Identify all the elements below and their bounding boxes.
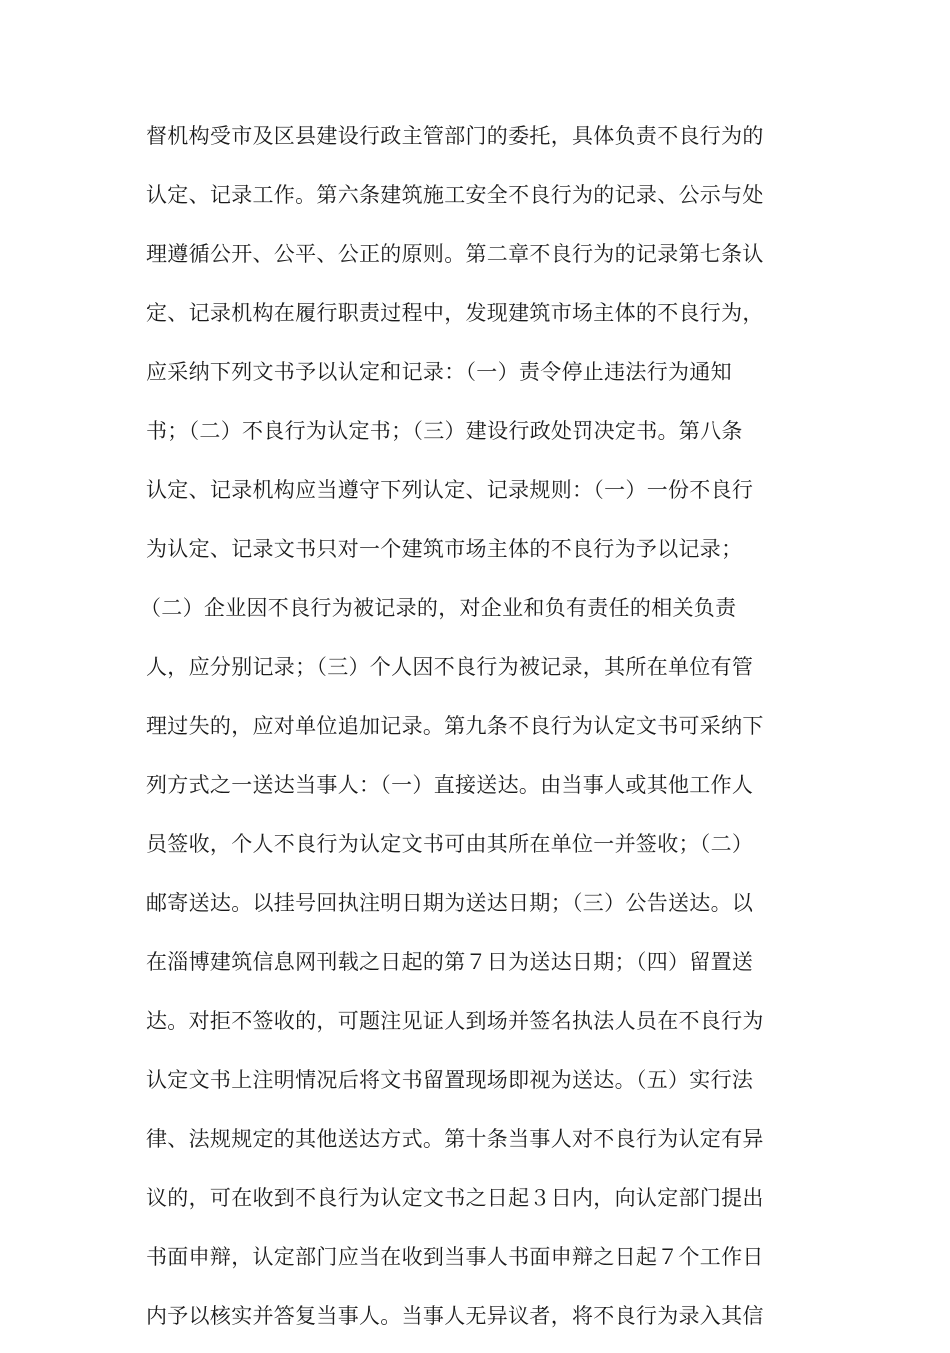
text-line: 员签收，个人不良行为认定文书可由其所在单位一并签收；（二） [146,832,754,856]
text-line: 人，应分别记录；（三）个人因不良行为被记录，其所在单位有管 [146,655,754,679]
text-line: 邮寄送达。以挂号回执注明日期为送达日期；（三）公告送达。以 [146,891,754,915]
text-line: 理过失的，应对单位追加记录。第九条不良行为认定文书可采纳下 [146,714,764,738]
text-line: 认定、记录机构应当遵守下列认定、记录规则：（一）一份不良行 [146,478,754,502]
text-line: 内予以核实并答复当事人。当事人无异议者，将不良行为录入其信 [146,1304,764,1328]
body-text [140,114,806,1353]
text-line: 理遵循公开、公平、公正的原则。第二章不良行为的记录第七条认 [146,242,764,266]
text-line: 认定、记录工作。第六条建筑施工安全不良行为的记录、公示与处 [146,183,764,207]
text-line: 认定文书上注明情况后将文书留置现场即视为送达。（五）实行法 [146,1068,754,1092]
text-line: 书；（二）不良行为认定书；（三）建设行政处罚决定书。第八条 [146,419,743,443]
text-line: 律、法规规定的其他送达方式。第十条当事人对不良行为认定有异 [146,1127,764,1151]
text-line: 在淄博建筑信息网刊载之日起的第７日为送达日期；（四）留置送 [146,950,754,974]
text-line: 为认定、记录文书只对一个建筑市场主体的不良行为予以记录； [146,537,743,561]
text-line: 应采纳下列文书予以认定和记录：（一）责令停止违法行为通知 [146,360,732,384]
text-line: （二）企业因不良行为被记录的，对企业和负有责任的相关负责 [140,596,737,620]
text-line: 议的，可在收到不良行为认定文书之日起３日内，向认定部门提出 [146,1186,764,1210]
text-line: 达。对拒不签收的，可题注见证人到场并签名执法人员在不良行为 [146,1009,764,1033]
text-line: 列方式之一送达当事人：（一）直接送达。由当事人或其他工作人 [146,773,754,797]
text-line: 定、记录机构在履行职责过程中，发现建筑市场主体的不良行为， [146,301,764,325]
text-line: 督机构受市及区县建设行政主管部门的委托，具体负责不良行为的 [146,124,764,148]
text-line: 书面申辩，认定部门应当在收到当事人书面申辩之日起７个工作日 [146,1245,764,1269]
